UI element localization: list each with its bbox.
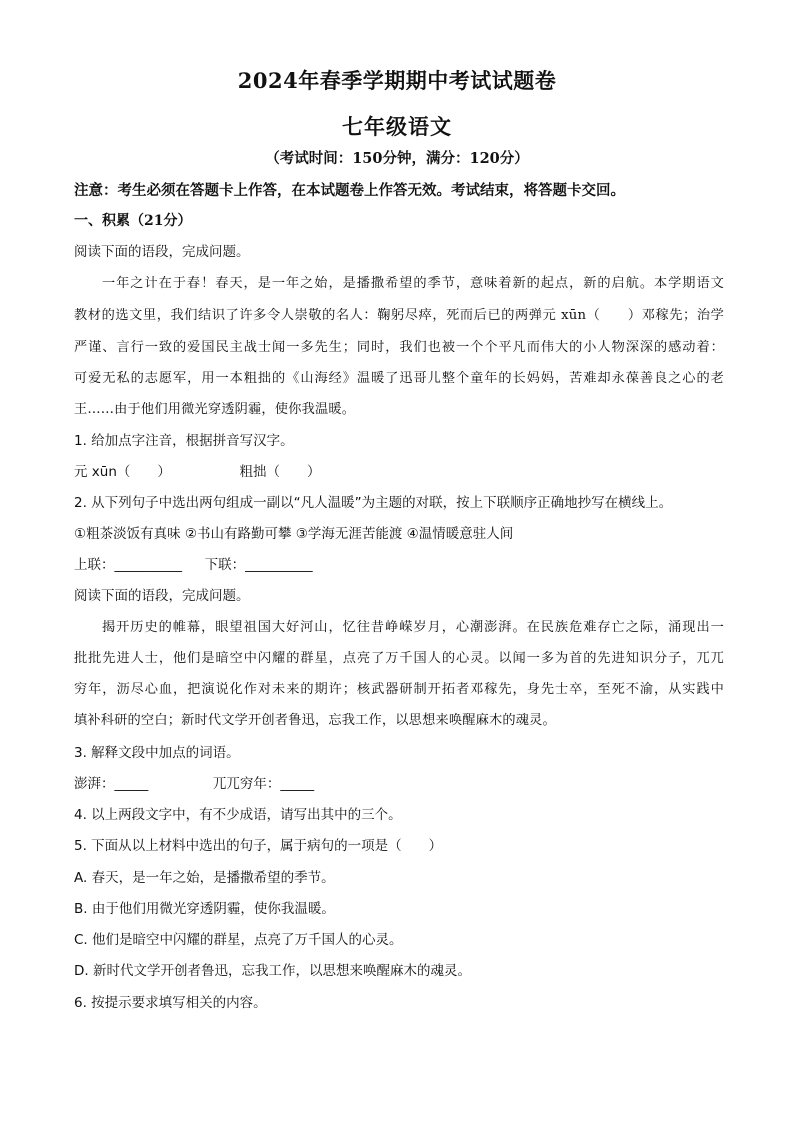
passage-1-line: 教材的选文里，我们结识了许多令人崇敬的名人：鞠躬尽瘁，死而后已的两弹元 xūn（ ）邓稼先；治学: [74, 308, 724, 323]
option-d[interactable]: D. 新时代文学开创者鲁迅，忘我工作，以思想来唤醒麻木的魂灵。: [74, 963, 471, 979]
passage-1-line: 严谨、言行一致的爱国民主战士闻一多先生；同时，我们也被一个个平凡而伟大的小人物深深的感动着：: [74, 340, 724, 355]
exam-meta: （考试时间：150分钟，满分：120分）: [265, 150, 529, 167]
blank-wuwuqiongnian[interactable]: 兀兀穷年：_____: [212, 776, 315, 792]
question-2: 2. 从下列句子中选出两句组成一副以“凡人温暖”为主题的对联，按上下联顺序正确地抄写在横线上。: [74, 495, 673, 511]
question-5: 5. 下面从以上材料中选出的句子，属于病句的一项是（ ）: [74, 838, 443, 854]
exam-subtitle: 七年级语文: [342, 114, 452, 139]
intro-1: 阅读下面的语段，完成问题。: [74, 244, 250, 260]
blank-upper-couplet[interactable]: 上联：__________: [74, 557, 182, 573]
option-c[interactable]: C. 他们是暗空中闪耀的群星，点亮了万千国人的心灵。: [74, 932, 403, 948]
passage-1-line: 王……由于他们用微光穿透阴霾，使你我温暖。: [74, 402, 356, 417]
question-4: 4. 以上两段文字中，有不少成语，请写出其中的三个。: [74, 807, 402, 823]
question-1-blanks: [74, 461, 724, 483]
passage-2-line: 批批先进人士，他们是暗空中闪耀的群星，点亮了万千国人的心灵。以闻一多为首的先进知识分子，兀兀: [74, 651, 724, 666]
question-2-options: ①粗茶淡饭有真味 ②书山有路勤可攀 ③学海无涯苦能渡 ④温情暖意驻人间: [74, 526, 514, 542]
blank-pengpai[interactable]: 澎湃：_____: [74, 776, 149, 792]
passage-2-line: 揭开历史的帷幕，眼望祖国大好河山，忆往昔峥嵘岁月，心潮澎湃。在民族危难存亡之际，涌现出一: [102, 620, 724, 635]
notice: 注意：考生必须在答题卡上作答，在本试题卷上作答无效。考试结束，将答题卡交回。: [74, 182, 625, 199]
passage-1-line: 一年之计在于春！春天，是一年之始，是播撒希望的季节，意味着新的起点，新的启航。本学期语文: [102, 276, 724, 291]
question-2-blanks: [74, 554, 724, 576]
blank-lower-couplet[interactable]: 下联：__________: [204, 557, 313, 573]
blank-xun[interactable]: 元 xūn（ ）: [74, 464, 171, 480]
passage-1-line: 可爱无私的志愿军，用一本粗拙的《山海经》温暖了迅哥儿整个童年的长妈妈，苦难却永葆善良之心的老: [74, 371, 724, 386]
passage-2-line: 穷年，沥尽心血，把演说化作对未来的期许；核武器研制开拓者邓稼先，身先士卒，至死不渝，从实践中: [74, 682, 724, 697]
section-heading: 一、积累（21分）: [74, 213, 192, 229]
question-3-blanks: [74, 773, 724, 795]
passage-2-line: 填补科研的空白；新时代文学开创者鲁迅，忘我工作，以思想来唤醒麻木的魂灵。: [74, 713, 556, 728]
blank-cuzhuo[interactable]: 粗拙（ ）: [239, 464, 321, 480]
option-a[interactable]: A. 春天，是一年之始，是播撒希望的季节。: [74, 870, 335, 886]
exam-title: 2024年春季学期期中考试试题卷: [237, 68, 557, 93]
question-1: 1. 给加点字注音，根据拼音写汉字。: [74, 433, 294, 449]
intro-2: 阅读下面的语段，完成问题。: [74, 588, 250, 604]
option-b[interactable]: B. 由于他们用微光穿透阴霾，使你我温暖。: [74, 901, 335, 917]
question-3: 3. 解释文段中加点的词语。: [74, 745, 240, 761]
question-6: 6. 按提示要求填写相关的内容。: [74, 995, 267, 1011]
